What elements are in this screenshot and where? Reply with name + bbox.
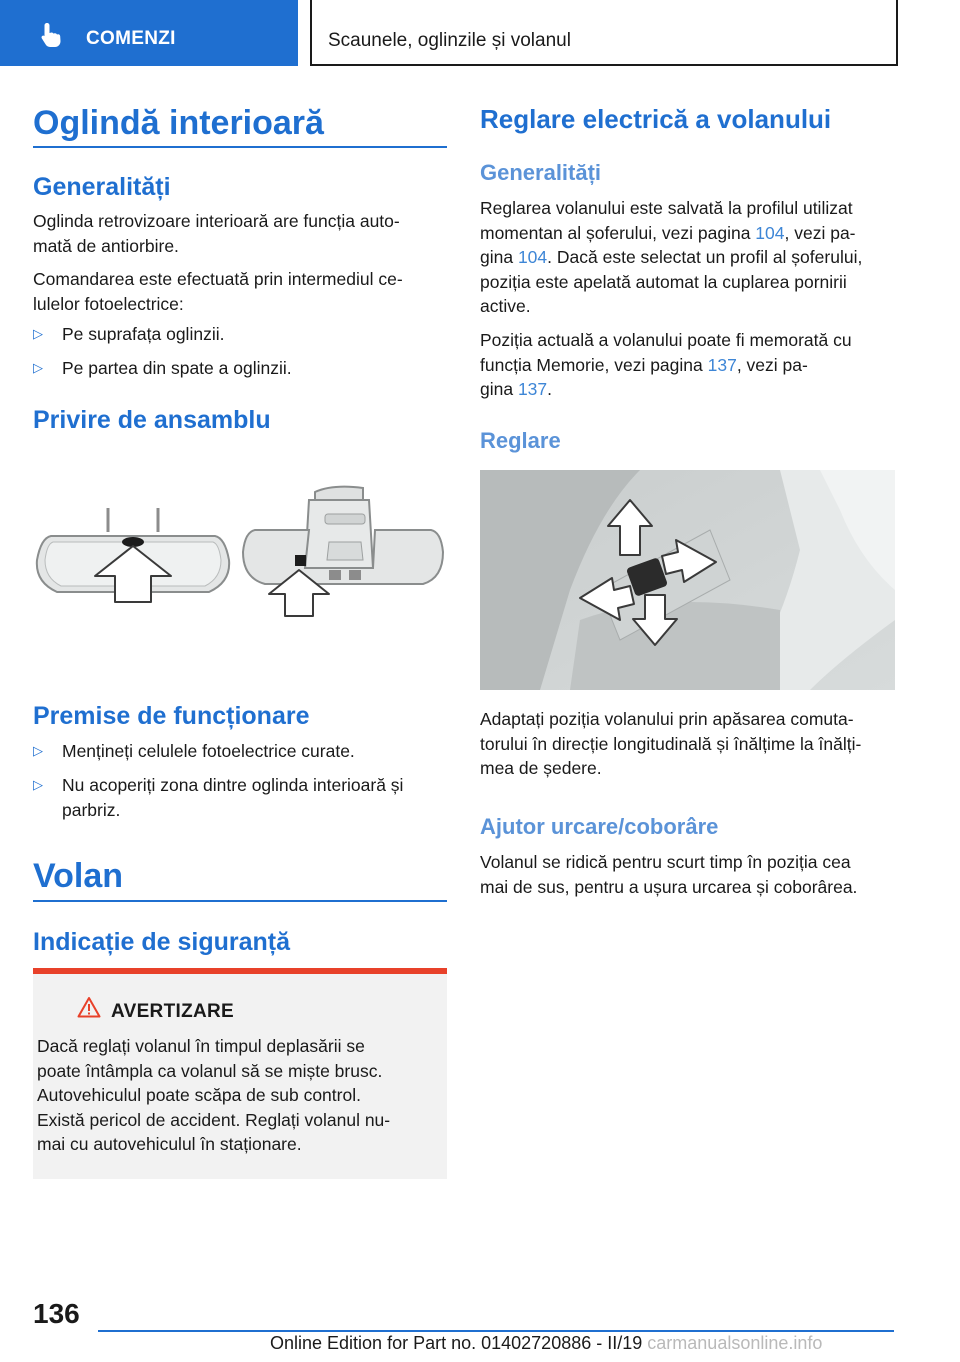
overview-heading: Privire de ansamblu bbox=[33, 406, 271, 434]
page-number: 136 bbox=[33, 1298, 80, 1329]
triangle-bullet-icon: ▷ bbox=[33, 743, 43, 758]
watermark: carmanualsonline.info bbox=[647, 1333, 823, 1353]
triangle-bullet-icon: ▷ bbox=[33, 326, 43, 341]
page-link[interactable]: 104 bbox=[517, 247, 548, 267]
general-heading: Generalități bbox=[33, 173, 171, 201]
warning-title: AVERTIZARE bbox=[111, 1001, 234, 1022]
section-tab[interactable] bbox=[0, 0, 298, 66]
page-link[interactable]: 104 bbox=[755, 222, 785, 243]
chapter-title-box bbox=[310, 0, 898, 66]
warning-box bbox=[33, 968, 447, 1179]
general-paragraph-2: Comandarea este efectuată prin intermediul ce- lulelor fotoelectrice: bbox=[33, 269, 403, 314]
hand-pointer-icon bbox=[36, 20, 66, 50]
title-rule bbox=[33, 146, 447, 148]
volan-title: Volan bbox=[33, 857, 124, 895]
list-item: ▷ Pe suprafața oglinzii. bbox=[33, 322, 447, 347]
mirror-title: Oglindă interioară bbox=[33, 104, 324, 142]
section-tab-label: COMENZI bbox=[86, 28, 176, 49]
adjust-text: Adaptați poziția volanului prin apăsarea comuta- torului în direcție longitudinală și înălțime la înălți- mea de ședere. bbox=[480, 709, 862, 778]
premise-heading: Premise de funcționare bbox=[33, 702, 310, 730]
warning-text: Dacă reglați volanul în timpul deplasării se poate întâmpla ca volanul să se miște brusc. Autovehiculul poate scăpa de sub control. Există pericol de accident. Reglați volanul nu- mai cu autovehiculul în staționare. bbox=[37, 1036, 391, 1154]
chapter-title: Scaunele, oglinzile și volanul bbox=[328, 30, 571, 51]
mirror-front-view bbox=[37, 508, 229, 602]
safety-heading: Indicație de siguranță bbox=[33, 928, 291, 956]
mirror-rear-view bbox=[243, 487, 443, 616]
warning-triangle-icon bbox=[77, 996, 101, 1018]
general-paragraph-1: Oglinda retrovizoare interioară are funcția auto- mată de antiorbire. bbox=[33, 211, 400, 256]
mirror-overview-illustration bbox=[33, 470, 447, 645]
title-rule bbox=[33, 900, 447, 902]
adjust-heading: Reglare bbox=[480, 428, 561, 453]
page-link[interactable]: 137 bbox=[517, 379, 548, 399]
triangle-bullet-icon: ▷ bbox=[33, 360, 43, 375]
steering-paragraph-1: Reglarea volanului este salvată la profilul utilizat momentan al șoferului, vezi pagina 104, vezi pa- gina 104. Dacă este selectat un profil al șoferului, poziția este apelată automat la cuplarea pornirii active. bbox=[480, 198, 863, 316]
footer-edition: Online Edition for Part no. 01402720886 - II/19 carmanualsonline.info bbox=[270, 1333, 823, 1353]
entry-heading: Ajutor urcare/coborâre bbox=[480, 814, 719, 839]
steering-general-heading: Generalități bbox=[480, 160, 602, 185]
footer-rule bbox=[98, 1330, 894, 1332]
page-link[interactable]: 137 bbox=[707, 354, 737, 375]
steering-paragraph-2: Poziția actuală a volanului poate fi memorată cu funcția Memorie, vezi pagina 137, vezi pa- gina 137. bbox=[480, 330, 852, 399]
list-item: ▷ Mențineți celulele fotoelectrice curate. bbox=[33, 739, 447, 764]
list-item: ▷ Nu acoperiți zona dintre oglinda interioară și parbriz. bbox=[33, 775, 404, 820]
entry-text: Volanul se ridică pentru scurt timp în poziția cea mai de sus, pentru a ușura urcarea și coborârea. bbox=[480, 852, 858, 897]
list-item: ▷ Pe partea din spate a oglinzii. bbox=[33, 356, 447, 381]
triangle-bullet-icon: ▷ bbox=[33, 777, 43, 792]
steering-switch-photo bbox=[480, 470, 895, 690]
steering-title: Reglare electrică a volanului bbox=[480, 104, 832, 134]
